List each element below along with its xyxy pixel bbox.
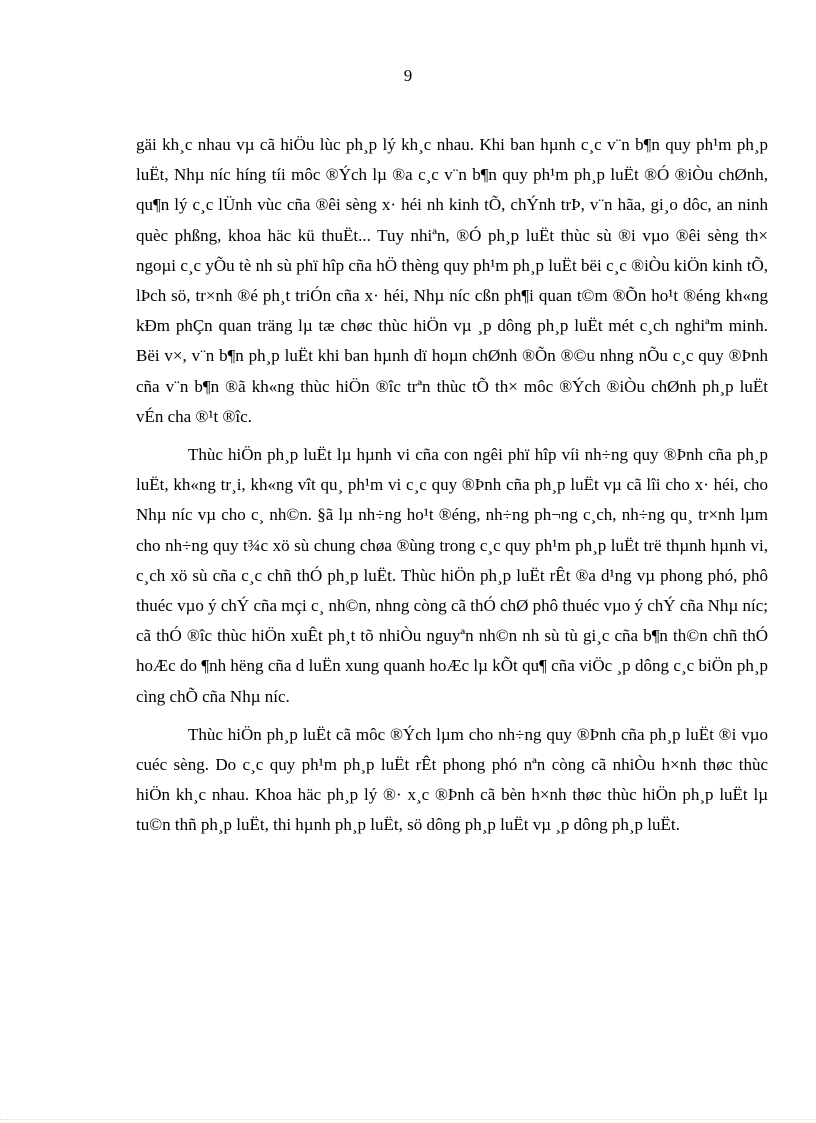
document-body [136, 130, 768, 841]
paragraph-2: Thùc hiÖn ph¸p luËt lµ hµnh vi cña con ngêi phï hîp víi nh÷ng quy ®Þnh cña ph¸p luËt, kh«ng tr¸i, kh«ng vît qu¸ ph¹m vi c¸c quy ®Þnh cña ph¸p luËt vµ cã lîi cho x· héi, cho Nhµ níc vµ cho c¸ nh©n. §ã lµ nh÷ng ho¹t ®éng, nh÷ng ph¬ng c¸ch, nh÷ng qu¸ tr×nh lµm cho nh÷ng quy t¾c xö sù chung chøa ®ùng trong c¸c quy ph¹m ph¸p luËt trë thµnh hµnh vi, c¸ch xö sù cña c¸c chñ thÓ ph¸p luËt. Thùc hiÖn ph¸p luËt rÊt ®a d¹ng vµ phong phó, phô thuéc vµo ý chÝ cña mçi c¸ nh©n, nhng còng cã thÓ chØ phô thuéc vµo ý chÝ cña Nhµ níc; cã thÓ ®îc thùc hiÖn xuÊt ph¸t tõ nhiÒu nguyªn nh©n nh sù tù gi¸c cña b¶n th©n chñ thÓ hoÆc do ¶nh hëng cña d luËn xung quanh hoÆc lµ kÕt qu¶ cña viÖc ¸p dông c¸c biÖn ph¸p cìng chÕ cña Nhµ níc. [136, 445, 768, 706]
paragraph-1: gäi kh¸c nhau vµ cã hiÖu lùc ph¸p lý kh¸c nhau. Khi ban hµnh c¸c v¨n b¶n quy ph¹m ph¸p luËt, Nhµ níc híng tíi môc ®Ých lµ ®a c¸c v¨n b¶n quy ph¹m ph¸p luËt ®Ó ®iÒu chØnh, qu¶n lý c¸c lÜnh vùc cña ®êi sèng x· héi nh kinh tÕ, chÝnh trÞ, v¨n hãa, gi¸o dôc, an ninh quèc phßng, khoa häc kü thuËt... Tuy nhiªn, ®Ó ph¸p luËt thùc sù ®i vµo ®êi sèng th× ngoµi c¸c yÕu tè nh sù phï hîp cña hÖ thèng quy ph¹m ph¸p luËt bëi c¸c ®iÒu kiÖn kinh tÕ, lÞch sö, tr×nh ®é ph¸t triÓn cña x· héi, Nhµ níc cßn ph¶i quan t©m ®Õn ho¹t ®éng kh«ng kÐm phÇn quan träng lµ tæ chøc thùc hiÖn vµ ¸p dông ph¸p luËt mét c¸ch nghiªm minh. Bëi v×, v¨n b¶n ph¸p luËt khi ban hµnh dï hoµn chØnh ®Õn ®©u nhng nÕu c¸c quy ®Þnh cña v¨n b¶n ®ã kh«ng thùc hiÖn ®îc trªn thùc tÕ th× môc ®Ých ®iÒu chØnh ph¸p luËt vÉn cha ®¹t ®îc. [136, 135, 768, 426]
page-bottom-divider [0, 1119, 816, 1120]
page-number: 9 [403, 66, 413, 85]
paragraph-3: Thùc hiÖn ph¸p luËt cã môc ®Ých lµm cho nh÷ng quy ®Þnh cña ph¸p luËt ®i vµo cuéc sèng. Do c¸c quy ph¹m ph¸p luËt rÊt phong phó nªn còng cã nhiÒu h×nh thøc thùc hiÖn kh¸c nhau. Khoa häc ph¸p lý ®· x¸c ®Þnh cã bèn h×nh thøc thùc hiÖn ph¸p luËt lµ tu©n thñ ph¸p luËt, thi hµnh ph¸p luËt, sö dông ph¸p luËt vµ ¸p dông ph¸p luËt. [136, 724, 768, 835]
